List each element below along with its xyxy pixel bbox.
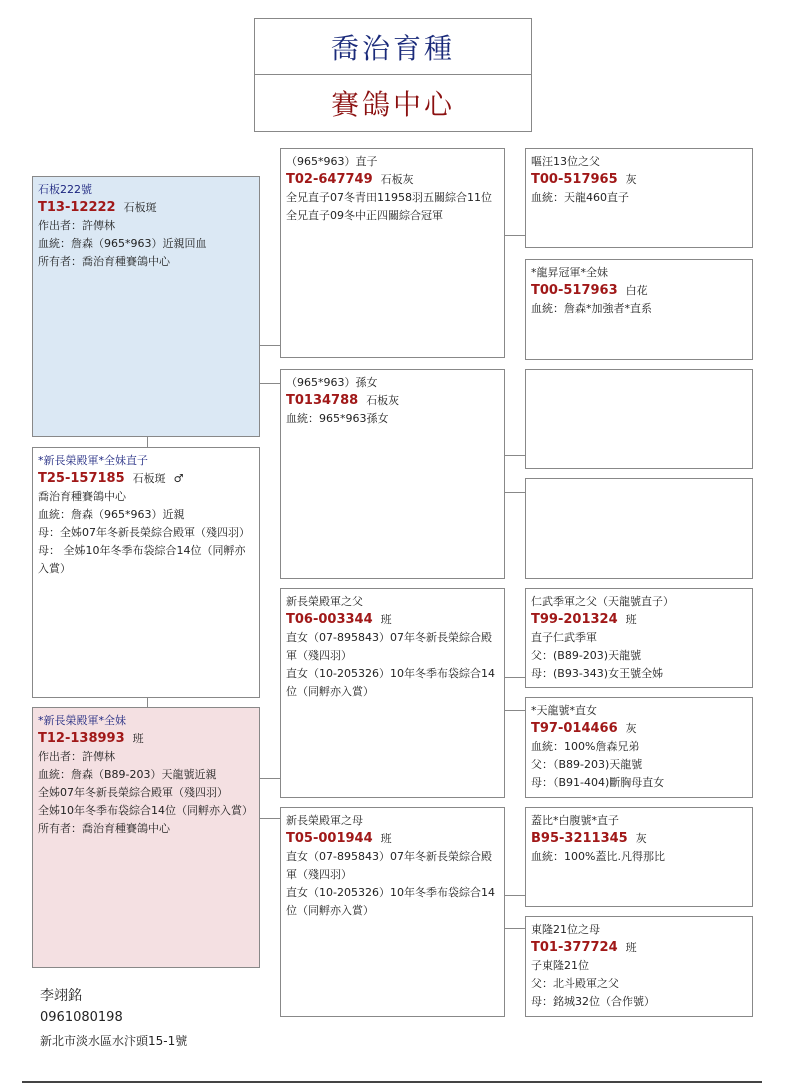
ring-number: T99-201324 <box>531 612 618 627</box>
connector <box>504 455 525 456</box>
connector <box>260 345 280 346</box>
card-line: 母：全姊07年冬新長榮綜合殿軍（殘四羽） <box>38 526 250 539</box>
card-title: （965*963）直子 <box>286 155 378 168</box>
card-title: 蓋比*白腹號*直子 <box>531 814 619 827</box>
card-line: 全姊10年冬季布袋綜合14位（同孵亦入賞） <box>38 804 253 817</box>
card-line: 全姊07年冬新長榮綜合殿軍（殘四羽） <box>38 786 228 799</box>
header-title: 喬治育種 <box>255 19 531 75</box>
feather-color: 班 <box>380 613 392 626</box>
ring-number: T25-157185 <box>38 471 125 486</box>
great-grandparent-card <box>525 259 753 360</box>
connector <box>504 235 525 236</box>
card-line: 所有者：喬治育種賽鴿中心 <box>38 822 170 835</box>
card-line: 子東隆21位 <box>531 959 589 972</box>
card-title: 仁武季軍之父（天龍號直子） <box>531 595 674 608</box>
feather-color: 灰 <box>625 722 637 735</box>
sire-card <box>32 447 260 698</box>
card-line: 所有者：喬治育種賽鴿中心 <box>38 255 170 268</box>
card-line: 血統：100%蓋比.凡得那比 <box>531 850 665 863</box>
feather-color: 班 <box>380 832 392 845</box>
grandparent-card <box>280 588 505 798</box>
connector <box>147 697 148 707</box>
ring-number: B95-3211345 <box>531 831 628 846</box>
feather-color: 班 <box>625 941 637 954</box>
card-title: *新長榮殿軍*全妹 <box>38 714 126 727</box>
owner-phone: 0961080198 <box>40 1010 123 1025</box>
dam-card <box>32 707 260 968</box>
card-line: 父：北斗殿軍之父 <box>531 977 619 990</box>
card-line: 直女（07-895843）07年冬新長榮綜合殿軍（殘四羽） <box>286 850 492 881</box>
card-line: 血統：詹森（965*963）近親 <box>38 508 185 521</box>
card-title: 嘔汪13位之父 <box>531 155 600 168</box>
ring-number: T05-001944 <box>286 831 373 846</box>
card-line: 作出者：許傳林 <box>38 219 115 232</box>
card-line: 母：銘城32位（合作號） <box>531 995 655 1008</box>
card-line: 作出者：許傳林 <box>38 750 115 763</box>
feather-color: 灰 <box>625 173 637 186</box>
card-line: 血統：詹森（B89-203）天龍號近親 <box>38 768 217 781</box>
great-grandparent-card <box>525 588 753 688</box>
grandparent-card <box>280 148 505 358</box>
feather-color: 石板斑 <box>123 201 157 214</box>
grandparent-card <box>280 369 505 579</box>
card-title: 石板222號 <box>38 183 92 196</box>
card-line: 直子仁武季軍 <box>531 631 597 644</box>
subject-card <box>32 176 260 437</box>
sex-icon: ♂ <box>173 472 184 485</box>
great-grandparent-card-empty <box>525 478 753 579</box>
grandparent-card <box>280 807 505 1017</box>
feather-color: 石板斑 <box>132 472 166 485</box>
connector <box>504 895 525 896</box>
card-title: *龍昇冠軍*全妹 <box>531 266 608 279</box>
card-line: 母：（B91-404)斷胸母直女 <box>531 776 665 789</box>
great-grandparent-card <box>525 148 753 248</box>
card-line: 直女（07-895843）07年冬新長榮綜合殿軍（殘四羽） <box>286 631 492 662</box>
card-line: 血統：詹森（965*963）近親回血 <box>38 237 207 250</box>
feather-color: 班 <box>132 732 144 745</box>
card-line: 血統：965*963孫女 <box>286 412 389 425</box>
card-title: *新長榮殿軍*全妹直子 <box>38 454 148 467</box>
feather-color: 石板灰 <box>366 394 400 407</box>
connector <box>504 677 525 678</box>
connector <box>504 710 525 711</box>
card-line: 父：（B89-203)天龍號 <box>531 758 643 771</box>
card-line: 直女（10-205326）10年冬季布袋綜合14位（同孵亦入賞） <box>286 667 495 698</box>
header-subtitle: 賽鴿中心 <box>330 88 455 121</box>
card-line: 血統：詹森*加強者*直系 <box>531 302 652 315</box>
feather-color: 白花 <box>625 284 648 297</box>
great-grandparent-card-empty <box>525 369 753 469</box>
card-line: 全兄直子09冬中正四關綜合冠軍 <box>286 209 443 222</box>
ring-number: T02-647749 <box>286 172 373 187</box>
ring-number: T12-138993 <box>38 731 125 746</box>
ring-number: T00-517963 <box>531 283 618 298</box>
connector <box>260 818 280 819</box>
card-line: 全兄直子07冬青田11958羽五關綜合11位 <box>286 191 492 204</box>
great-grandparent-card <box>525 807 753 907</box>
ring-number: T00-517965 <box>531 172 618 187</box>
ring-number: T13-12222 <box>38 200 116 215</box>
card-title: *天龍號*直女 <box>531 704 597 717</box>
connector <box>504 492 525 493</box>
ring-number: T06-003344 <box>286 612 373 627</box>
card-title: 新長榮殿軍之母 <box>286 814 363 827</box>
card-line: 父：(B89-203)天龍號 <box>531 649 642 662</box>
connector <box>504 928 525 929</box>
ring-number: T0134788 <box>286 393 359 408</box>
great-grandparent-card <box>525 916 753 1017</box>
owner-address: 新北市淡水區水汴頭15-1號 <box>40 1034 188 1048</box>
connector <box>260 778 280 779</box>
card-line: 母：(B93-343)女王號全姊 <box>531 667 664 680</box>
connector <box>260 383 280 384</box>
ring-number: T97-014466 <box>531 721 618 736</box>
owner-name: 李翊銘 <box>40 988 82 1004</box>
header-box <box>254 18 532 132</box>
feather-color: 班 <box>625 613 637 626</box>
great-grandparent-card <box>525 697 753 798</box>
card-line: 血統：100%詹森兄弟 <box>531 740 640 753</box>
feather-color: 石板灰 <box>380 173 414 186</box>
card-title: 新長榮殿軍之父 <box>286 595 363 608</box>
card-line: 血統：天龍460直子 <box>531 191 629 204</box>
card-title: 東隆21位之母 <box>531 923 600 936</box>
card-line: 喬治育種賽鴿中心 <box>38 490 126 503</box>
card-line: 直女（10-205326）10年冬季布袋綜合14位（同孵亦入賞） <box>286 886 495 917</box>
feather-color: 灰 <box>635 832 647 845</box>
ring-number: T01-377724 <box>531 940 618 955</box>
card-line: 母： 全姊10年冬季布袋綜合14位（同孵亦入賞） <box>38 544 246 575</box>
connector <box>147 436 148 447</box>
bottom-divider <box>22 1081 762 1083</box>
card-title: （965*963）孫女 <box>286 376 378 389</box>
